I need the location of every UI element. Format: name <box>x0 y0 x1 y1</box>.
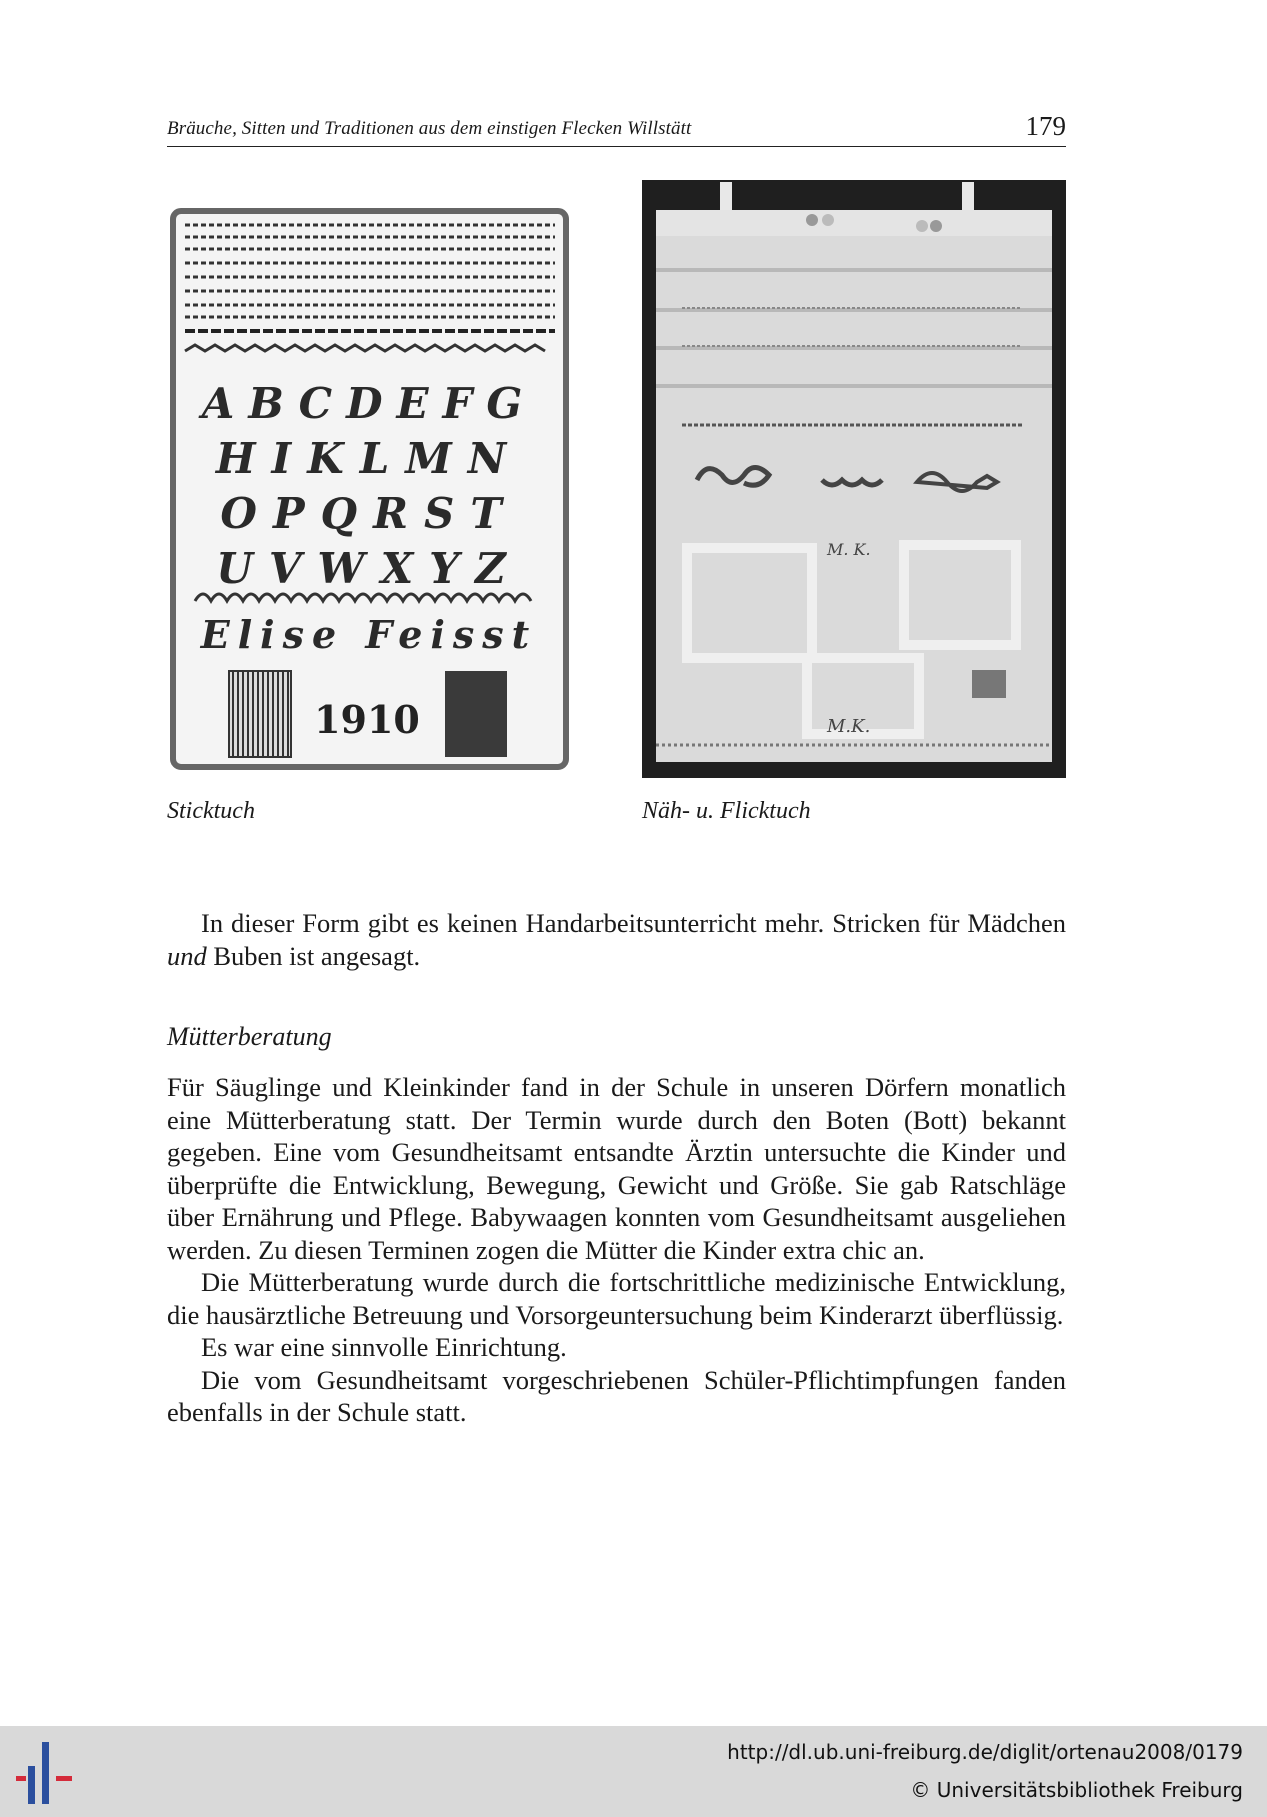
running-title: Bräuche, Sitten und Traditionen aus dem einstigen Flecken Willstätt <box>167 118 692 139</box>
caption-flicktuch: Näh- u. Flicktuch <box>642 798 811 824</box>
running-header <box>167 108 1066 147</box>
footer-bar <box>0 1726 1267 1817</box>
body-section <box>167 1071 1066 1429</box>
library-logo-icon <box>14 1740 78 1806</box>
sampler-row-1: ABCDEFG <box>201 379 537 428</box>
sampler-row-4: UVWXYZ <box>216 544 522 593</box>
sampler-photo <box>167 203 572 773</box>
body-paragraph-5: Die vom Gesundheitsamt vorgeschriebenen Schüler-Pflichtimpfungen fanden ebenfalls in der Schule statt. <box>167 1364 1066 1427</box>
sampler-name: Elise Feisst <box>200 612 538 657</box>
source-url-link[interactable]: http://dl.ub.uni-freiburg.de/diglit/ortenau2008/0179 <box>727 1740 1243 1764</box>
section-heading: Mütterberatung <box>167 1022 332 1051</box>
body-paragraph-3: Die Mütterberatung wurde durch die fortschrittliche medizinische Entwicklung, die hausärztliche Betreuung und Vorsorgeuntersuchung beim Kinderarzt überflüssig. <box>167 1267 1066 1330</box>
page-number: 179 <box>1025 111 1066 141</box>
body-paragraph-4: Es war eine sinnvolle Einrichtung. <box>201 1332 567 1362</box>
monogram-bottom: M.K. <box>827 716 871 737</box>
monogram-top: M. K. <box>827 540 871 559</box>
caption-sticktuch: Sticktuch <box>167 798 255 824</box>
body-paragraph-1: In dieser Form gibt es keinen Handarbeitsunterricht mehr. Stricken für Mädchen und Buben ist angesagt. <box>167 908 1066 971</box>
sampler-row-3: OPQRST <box>220 489 518 538</box>
sewing-sampler-photo <box>642 180 1066 778</box>
sampler-year: 1910 <box>314 697 420 742</box>
emphasis-und: und <box>167 940 207 971</box>
sampler-row-2: HIKLMN <box>215 434 523 483</box>
body-paragraph-2: Für Säuglinge und Kleinkinder fand in der Schule in unseren Dörfern monatlich eine Mütterberatung statt. Der Termin wurde durch den Boten (Bott) bekannt gegeben. Eine vom Gesundheitsamt entsandte Ärztin untersuchte die Kinder und überprüfte die Entwicklung, Bewegung, Gewicht und Größe. Sie gab Ratschläge über Ernährung und Pflege. Babywaagen konnten vom Gesundheitsamt ausgeliehen werden. Zu diesen Terminen zogen die Mütter die Kinder extra chic an. <box>167 1072 1066 1265</box>
copyright-notice: © Universitätsbibliothek Freiburg <box>910 1778 1243 1802</box>
